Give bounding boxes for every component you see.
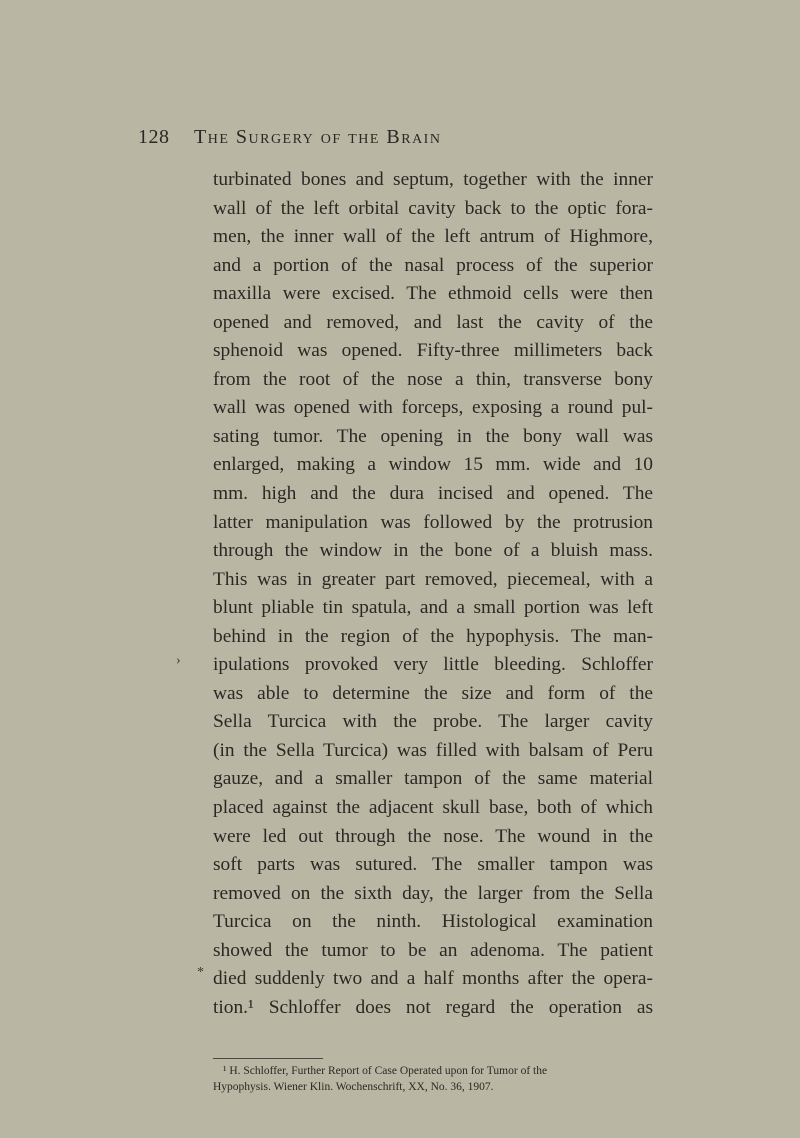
footnote	[213, 1064, 663, 1095]
body-line: through the window in the bone of a bluish mass.	[213, 540, 653, 562]
body-line: mm. high and the dura incised and opened. The	[213, 483, 653, 505]
body-line: sphenoid was opened. Fifty-three millimeters back	[213, 340, 653, 362]
body-line: men, the inner wall of the left antrum of Highmore,	[213, 226, 653, 248]
body-line: from the root of the nose a thin, transverse bony	[213, 368, 653, 390]
body-line: turbinated bones and septum, together with the inner	[213, 169, 653, 190]
body-line: died suddenly two and a half months after the opera-	[213, 968, 653, 990]
footnote-rule	[213, 1058, 323, 1059]
footnote-line: ¹ H. Schloffer, Further Report of Case Operated upon for Tumor of the	[223, 1065, 548, 1077]
body-line: (in the Sella Turcica) was filled with balsam of Peru	[213, 739, 653, 761]
body-line: showed the tumor to be an adenoma. The patient	[213, 939, 653, 961]
body-text	[213, 166, 653, 1022]
body-line: ipulations provoked very little bleeding. Schloffer	[213, 654, 653, 676]
body-line: soft parts was sutured. The smaller tampon was	[213, 854, 653, 876]
body-line: This was in greater part removed, piecemeal, with a	[213, 568, 653, 590]
body-line: and a portion of the nasal process of the superior	[213, 254, 653, 276]
margin-mark-asterisk: *	[197, 965, 204, 980]
body-line: maxilla were excised. The ethmoid cells were then	[213, 283, 653, 305]
body-line: removed on the sixth day, the larger from the Sella	[213, 882, 653, 904]
body-line: was able to determine the size and form of the	[213, 682, 653, 704]
body-line: behind in the region of the hypophysis. The man-	[213, 625, 653, 647]
running-head	[138, 126, 658, 149]
body-line: sating tumor. The opening in the bony wall was	[213, 425, 653, 447]
page-number: 128	[138, 126, 170, 148]
footnote-line: Hypophysis. Wiener Klin. Wochenschrift, XX, No. 36, 1907.	[213, 1080, 494, 1093]
running-title: The Surgery of the Brain	[194, 126, 442, 148]
body-line: wall of the left orbital cavity back to the optic fora-	[213, 197, 653, 219]
body-line: placed against the adjacent skull base, both of which	[213, 797, 653, 819]
body-line: enlarged, making a window 15 mm. wide and 10	[213, 454, 653, 476]
body-line: latter manipulation was followed by the protrusion	[213, 511, 653, 533]
body-line: gauze, and a smaller tampon of the same material	[213, 768, 653, 790]
body-line: were led out through the nose. The wound in the	[213, 825, 653, 847]
body-line: Turcica on the ninth. Histological examination	[213, 911, 653, 933]
margin-mark-arrow: ›	[176, 653, 181, 668]
body-line: blunt pliable tin spatula, and a small portion was left	[213, 597, 653, 619]
body-line: opened and removed, and last the cavity of the	[213, 311, 653, 333]
body-line: tion.¹ Schloffer does not regard the operation as	[213, 996, 653, 1018]
body-line: wall was opened with forceps, exposing a round pul-	[213, 397, 653, 419]
body-line: Sella Turcica with the probe. The larger cavity	[213, 711, 653, 733]
